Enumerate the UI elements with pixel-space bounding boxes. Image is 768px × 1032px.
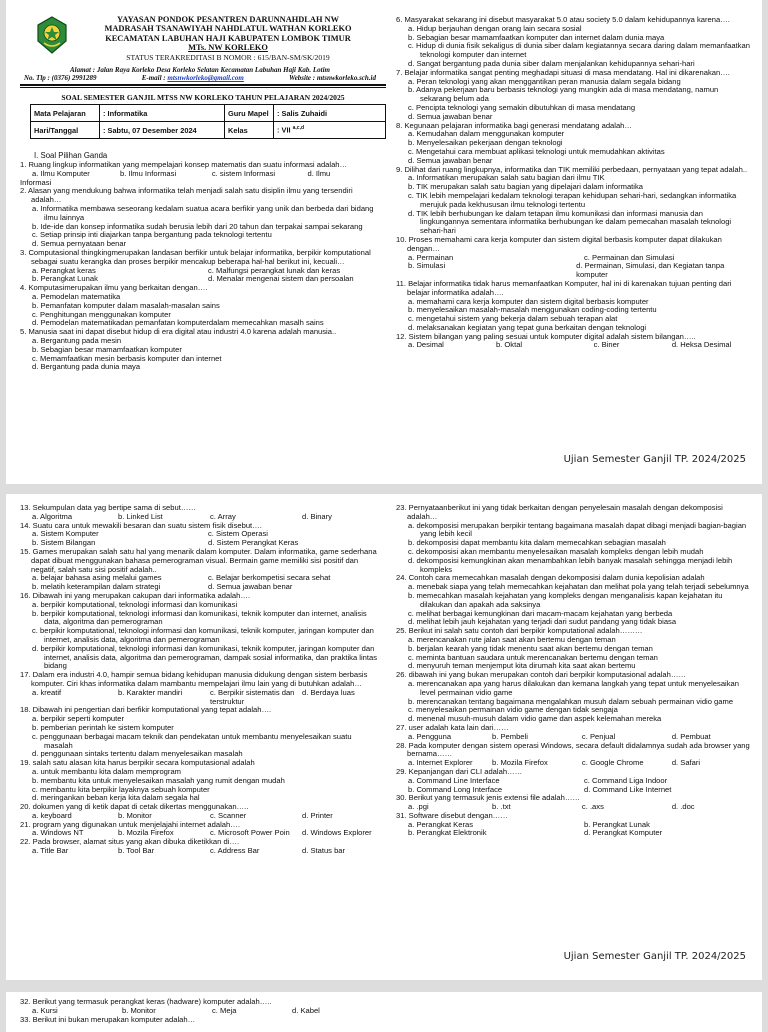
question-item — [20, 548, 382, 592]
answer-option: b. Perangkat Lunak — [584, 819, 650, 829]
answer-option: d. Permainan, Simulasi, dan Kegiatan tanpa komputer — [576, 261, 725, 280]
org-name-4: MTs. NW KORLEKO — [188, 43, 268, 53]
answer-option: d. melihat lebih jauh kejahatan yang terjadi dari sudut pandang yang tidak biasa — [408, 617, 677, 627]
answer-option: a. Ilmu Komputer — [32, 168, 90, 178]
class-label: Kelas — [225, 122, 274, 139]
answer-option: b. membantu kita untuk menyelesaikan masalah yang rumit dengan mudah — [32, 775, 285, 785]
answer-option: d. Status bar — [302, 846, 346, 856]
question-text: 31. Software disebut dengan…… — [396, 810, 508, 820]
answer-option: b. dekomposisi dapat membantu kita dalam memecahkan sebagian masalah — [408, 538, 666, 548]
answer-option: a. Command Line Interface — [408, 775, 500, 785]
class-value — [274, 122, 386, 139]
email-label: E-mail : — [141, 74, 166, 83]
question-text: 28. Pada komputer dengan sistem operasi Windows, secara default didalamnya sudah ada browser yang bernama…… — [396, 740, 750, 759]
page-footer: Ujian Semester Ganjil TP. 2024/2025 — [563, 951, 746, 962]
question-item — [396, 574, 750, 627]
answer-option: c. Google Chrome — [581, 758, 644, 768]
answer-option: Informasi — [20, 177, 52, 187]
answer-option: c. Hidup di dunia fisik sekaligus di dunia siber dalam kegiatannya secara daring dalam memanfaatkan teknologi komputer dan internet — [408, 41, 750, 60]
org-name-3: KECAMATAN LABUHAN HAJI KABUPATEN LOMBOK TIMUR — [105, 33, 351, 43]
answer-option: c. Penjual — [581, 731, 616, 741]
answer-option: b. melatih keterampilan dalam strategi — [32, 582, 161, 592]
answer-option: d. Ilmu — [307, 168, 331, 178]
answer-option: d. Pemodelan matematikadan pemanfatan komputerdalam memecahkan masalh sains — [32, 318, 324, 328]
answer-option: b. Tool Bar — [118, 846, 155, 856]
exam-info-table — [30, 104, 386, 139]
answer-option: a. untuk membantu kita dalam memprogram — [32, 766, 181, 776]
answer-option: c. Array — [210, 511, 236, 521]
question-text: 5. Manusia saat ini dapat disebut hidup di era digital atau industri 4.0 karena adalah manusia.. — [20, 327, 337, 337]
page-footer: Ujian Semester Ganjil TP. 2024/2025 — [563, 454, 746, 465]
subject-value: : Informatika — [100, 105, 225, 122]
question-item — [396, 236, 750, 280]
answer-option: c. melihat berbagai kemungkinan dari macam-macam kejahatan yang berbeda — [408, 608, 673, 618]
question-item — [396, 69, 750, 122]
answer-option: d. Menalar mengenai sistem dan persoalan — [208, 274, 354, 284]
answer-option: d. menenal musuh-musuh dalam vidio game dan aspek kelemahan mereka — [408, 714, 662, 724]
question-item — [20, 161, 384, 187]
question-text: 12. Sistem bilangan yang paling sesuai untuk komputer digital adalah sistem bilangan….. — [396, 331, 696, 341]
madrasah-logo-icon — [32, 15, 72, 55]
answer-option: d. .doc — [671, 802, 695, 812]
answer-option: d. Semua jawaban benar — [408, 155, 493, 165]
answer-option: b. Command Long Interface — [408, 784, 503, 794]
question-text: 25. Berikut ini salah satu contoh dari berpikir komputational adalah……… — [396, 626, 643, 636]
question-item — [20, 249, 384, 284]
header-rule-thick — [20, 84, 386, 86]
answer-options-row — [20, 170, 384, 179]
answer-option: a. dekomposisi merupakan berpikir tentang bagaimana masalah dapat dibagi menjadi bagian-bagian yang lebih kecil — [408, 520, 747, 539]
answer-option: b. Ide-ide dan konsep informatika sudah berusia lebih dari 20 tahun dan terpakai sampai sekarang — [32, 221, 363, 231]
question-item — [20, 522, 382, 548]
answer-option: a. keyboard — [32, 810, 72, 820]
answer-option: a. Pengguna — [408, 731, 452, 741]
answer-option: b. Sebagian besar mamamfaatkan komputer dan internet dalam dunia maya — [408, 32, 665, 42]
answer-option: a. merencanakan rute jalan saat akan bertemu dengan teman — [408, 634, 616, 644]
question-item — [396, 794, 750, 812]
answer-option: b. Linked List — [118, 511, 163, 521]
question-text: 13. Sekumpulan data yag bertipe sama di sebut…… — [20, 503, 197, 512]
question-text: 2. Alasan yang mendukung bahwa informatika telah menjadi salah satu disiplin ilmu yang tersendiri adalah… — [20, 186, 353, 205]
answer-option: c. Permainan dan Simulasi — [584, 252, 675, 262]
answer-option: d. Binary — [302, 511, 332, 521]
answer-option: a. Internet Explorer — [408, 758, 473, 768]
answer-option: a. Windows NT — [32, 828, 84, 838]
question-text: 30. Berikut yang termasuk jenis extensi file adalah…… — [396, 793, 581, 803]
question-item — [396, 627, 750, 671]
question-item — [396, 768, 750, 794]
questions-1-5 — [20, 161, 384, 372]
exam-page-1 — [6, 0, 762, 484]
answer-option: a. Permainan — [408, 252, 454, 262]
answer-option: a. Kemudahan dalam menggunakan komputer — [408, 129, 565, 139]
header-rule-thin — [20, 87, 386, 88]
question-item — [396, 333, 750, 351]
answer-options-row — [396, 341, 750, 350]
question-text: 20. dokumen yang di ketik dapat di cetak dikertas menggunakan….. — [20, 802, 249, 812]
answer-option: b. Adanya pekerjaan baru berbasis teknologi yang mungkin ada di masa mendatang, namun sekarang belum ada — [408, 85, 719, 104]
question-item — [396, 280, 750, 333]
questions-32-33 — [20, 998, 382, 1024]
answer-option: d. Safari — [671, 758, 701, 768]
question-item — [20, 504, 382, 522]
answer-option: c. TIK lebih mempelajari kedalam teknologi terapan kehidupan sehari-hari, sedangkan informatika merujuk pada kekhususan ilmu teknologi tertentu — [408, 190, 737, 209]
answer-option: a. Kursi — [32, 1005, 58, 1015]
answer-option: d. Semua jawaban benar — [408, 111, 493, 121]
answer-option: d. Perangkat Komputer — [584, 828, 663, 838]
website: Website : mtsnwkorleko.sch.id — [289, 74, 376, 83]
question-item — [20, 838, 382, 856]
answer-option: b. Mozila Firefox — [118, 828, 174, 838]
answer-option: a. kreatif — [32, 687, 62, 697]
answer-option: c. Penghitungan menggunakan komputer — [32, 309, 171, 319]
question-text: 22. Pada browser, alamat situs yang akan dibuka diketikkan di…. — [20, 837, 240, 847]
answer-options-row — [396, 829, 750, 838]
org-name-2: MADRASAH TSANAWIYAH NAHDLATUL WATHAN KORLEKO — [104, 24, 352, 34]
subject-label: Mata Pelajaran — [31, 105, 100, 122]
answer-option: d. Sangat bergantung pada dunia siber dalam menjalankan kehidupannya sehari-hari — [408, 58, 695, 68]
answer-option: a. Perangkat Keras — [408, 819, 474, 829]
answer-option: b. Menyelesaikan pekerjaan dengan teknologi — [408, 138, 563, 148]
answer-option: a. Perangkat keras — [32, 265, 96, 275]
question-item — [20, 187, 384, 249]
answer-option: c. membantu kita berpikir layaknya sebuah komputer — [32, 784, 210, 794]
answer-option: c. Memamfaatkan mesin berbasis komputer dan internet — [32, 353, 222, 363]
question-text: 6. Masyarakat sekarang ini disebut masyarakat 5.0 atau society 5.0 dalam kehidupannya karena…. — [396, 15, 730, 24]
question-text: 15. Games merupakan salah satu hal yang menarik dalam komputer. Dalam informatika, game sederhana dapat dibuat menggunakan bahasa pemerograman visual. Bermain game memiliki sisi positif dan negatif, salah satu sisi positif adalah.. — [20, 546, 377, 574]
answer-option: b. berpikir komputational, teknologi informasi dan komunikasi, teknik komputer dan internet, analisis data, algoritma dan pemerograman — [32, 608, 367, 627]
answer-option: d. Printer — [302, 810, 333, 820]
question-item — [20, 759, 382, 803]
question-text: 29. Kepanjangan dari CLI adalah…… — [396, 766, 523, 776]
question-text: 4. Komputasimerupakan ilmu yang berkaitan dengan…. — [20, 283, 208, 293]
answer-option: d. dekomposisi kemungkinan akan menambahkan lebih banyak masalah sehingga menjadi lebih kompleks — [408, 555, 733, 574]
date-label: Hari/Tanggal — [31, 122, 100, 139]
answer-option: d. Windows Explorer — [302, 828, 372, 838]
question-item — [396, 122, 750, 166]
answer-option: b. berjalan kearah yang tidak menentu saat akan bertemu dengan teman — [408, 643, 653, 653]
question-item — [396, 166, 750, 236]
answer-option: b. merencanakan tentang bagaimana mengalahkan musuh dalam sebuah permainan vidio game — [408, 696, 734, 706]
answer-option: d. Pembuat — [671, 731, 711, 741]
answer-option: c. Malfungsi perangkat lunak dan keras — [208, 265, 341, 275]
answer-option: b. Sebagian besar mamamfaatkan komputer — [32, 344, 182, 354]
answer-option: d. penggunaan sintaks tertentu dalam menyelesaikan masalah — [32, 749, 243, 759]
exam-title: SOAL SEMESTER GANJIL MTSS NW KORLEKO TAHUN PELAJARAN 2024/2025 — [61, 93, 345, 102]
answer-option: c. Berpikir sistematis dan terstruktur — [210, 687, 295, 706]
answer-option: b. memecahkan masalah kejahatan yang kompleks dengan menganalisis kapan kejahatan itu dilakukan dan apakah ada saksinya — [408, 590, 723, 609]
answer-option: b. Oktal — [495, 340, 523, 350]
answer-option: b. Mozila Firefox — [492, 758, 548, 768]
question-item — [396, 16, 750, 69]
teacher-label: Guru Mapel — [225, 105, 274, 122]
answer-option: b. Pembeli — [492, 731, 528, 741]
answer-option: c. penggunaan berbagai macam teknik dan pendekatan untuk membantu menyelesaikan suatu masalah — [32, 731, 352, 750]
answer-option: c. Biner — [593, 340, 620, 350]
answer-option: d. Heksa Desimal — [671, 340, 732, 350]
question-text: 32. Berikut yang termasuk perangkat keras (hadware) komputer adalah….. — [20, 997, 272, 1006]
question-item — [20, 671, 382, 706]
answer-option: b. .txt — [492, 802, 511, 812]
answer-option: a. Pemodelan matematika — [32, 291, 121, 301]
question-text: 7. Belajar informatika sangat penting meghadapi situasi di masa mendatang. Hal ini dikarenakan…. — [396, 67, 730, 77]
class-sections: a,c,d — [292, 125, 305, 132]
answer-option: a. Title Bar — [32, 846, 69, 856]
answer-options-row — [396, 262, 750, 280]
question-item — [20, 803, 382, 821]
question-text: 8. Kegunaan pelajaran informatika bagi generasi mendatang adalah… — [396, 120, 632, 130]
answer-option: a. Informatika membawa seseorang kedalam suatua acara berfikir yang unik dan berbeda dari bidang ilmu lainnya — [32, 203, 374, 222]
answer-option: c. dekomposisi akan membantu menyelesaikan masalah kompleks dengan lebih mudah — [408, 546, 704, 556]
answer-option: a. Sistem Komputer — [32, 529, 99, 539]
answer-option: b. Karakter mandiri — [118, 687, 183, 697]
answer-option: c. mengetahui sistem yang bekerja dalam sebuah terapan alat — [408, 314, 618, 324]
question-item — [396, 724, 750, 742]
question-item — [396, 812, 750, 838]
question-item — [20, 706, 382, 759]
answer-option: c. Mengetahui cara membuat aplikasi teknologi untuk memudahkan aktivitas — [408, 146, 665, 156]
question-item — [20, 284, 384, 328]
exam-page-3 — [6, 992, 762, 1032]
question-text: 17. Dalam era industri 4.0, hampir semua bidang kehidupan manusia didukung dengan sistem berbasis komputer. Ciri khas informatika dalam mambantu mempelajari ilmu lain yang di butuhkan adalah… — [20, 670, 368, 688]
answer-option: a. Informatikan merupakan salah satu bagian dari ilmu TIK — [408, 173, 605, 183]
answer-option: c. Sistem Operasi — [208, 529, 268, 539]
answer-option: d. Bergantung pada dunia maya — [32, 362, 141, 372]
answer-options-row — [20, 847, 382, 856]
class-text: : VII — [277, 125, 291, 135]
question-text: 27. user adalah kata lain dari…… — [396, 722, 509, 732]
answer-option: d. Sistem Perangkat Keras — [208, 538, 299, 548]
question-item — [20, 998, 382, 1016]
answer-option: a. Peran teknologi yang akan menggantikan peran manusia dalam segala bidang — [408, 76, 681, 86]
question-item — [20, 328, 384, 372]
answer-option: a. Algoritma — [32, 511, 73, 521]
question-text: 18. Dibawah ini pengertian dari berfikir komputational yang tepat adalah…. — [20, 705, 272, 715]
question-text: 11. Belajar informatika tidak harus memanfaatkan Komputer, hal ini di karenakan tujuan penting dari belajar informatika adalah…. — [396, 278, 732, 297]
answer-option: c. Pencipta teknologi yang semakin dibutuhkan di masa mendatang — [408, 102, 636, 112]
answer-option: a. Bergantung pada mesin — [32, 335, 122, 345]
question-text: 1. Ruang lingkup informatikan yang mempelajari konsep matematis dan suatu informasi adalah… — [20, 160, 348, 169]
question-text: 26. dibawah ini yang bukan merupakan contoh dari berpikir komputasional adalah…… — [396, 670, 687, 680]
answer-option: b. Pemanfatan komputer dalam masalah-masalan sains — [32, 300, 220, 310]
answer-option: a. menebak siapa yang telah memecahkan kejahatan dan melihat pola yang telah terjadi sebelumnya — [408, 582, 749, 592]
question-text: 19. salah satu alasan kita harus berpikir secara komputasional adalah — [20, 758, 255, 768]
answer-option: d. Kabel — [292, 1005, 320, 1015]
exam-page-2 — [6, 494, 762, 980]
school-address — [20, 66, 380, 83]
questions-23-31 — [396, 504, 750, 838]
answer-option: a. berpikir seperti komputer — [32, 714, 125, 724]
answer-option: a. Desimal — [408, 340, 444, 350]
answer-option: b. Sistem Bilangan — [32, 538, 96, 548]
date-value: : Sabtu, 07 Desember 2024 — [100, 122, 225, 139]
address-line: Alamat : Jalan Raya Korleko Desa Korleko Selatan Kecamatan Labuhan Haji Kab. Lotim — [70, 66, 330, 74]
answer-option: c. berpikir komputational, teknologi informasi dan komunikasi, teknik komputer, jaringan komputer dan internet, analisis data, algoritma dan pemerograman — [32, 626, 374, 644]
question-item — [396, 504, 750, 574]
answer-option: a. merencanakan apa yang harus dilakukan dan kemana langkah yang tepat untuk menyelesaikan level permainan vidio game — [408, 678, 739, 697]
accreditation-status: STATUS TERAKREDITASI B NOMOR : 615/BAN-SM/SK/2019 — [126, 52, 330, 62]
question-text: 24. Contoh cara memecahkan masalah dengan dekomposisi dalam dunia kepolisian adalah — [396, 573, 705, 583]
answer-option: c. Command Liga Indoor — [584, 775, 668, 785]
answer-option: d. berpikir komputational, teknologi informasi dan komunikasi, teknik komputer, jaringan komputer dan internet, analisis data, algoritma dan pemerograman, dampak sosial informatika, dan praktika lintas bidang — [32, 643, 378, 671]
answer-option: b. Perangkat Elektronik — [408, 828, 487, 838]
answer-option: c. Meja — [212, 1005, 237, 1015]
answer-option: c. meminta bantuan saudara untuk merencanakan bertemu dengan teman — [408, 652, 658, 662]
answer-option: b. Monitor — [118, 810, 152, 820]
answer-option: d. melaksanakan kegiatan yang tepat guna berkaitan dengan teknologi — [408, 322, 647, 332]
answer-option: b. Ilmu Informasi — [120, 168, 177, 178]
questions-13-22 — [20, 504, 382, 856]
answer-option: c. Setiap prinsip inti diajarkan tanpa bergantung pada teknologi tertentu — [32, 230, 272, 240]
answer-option: c. sistem Informasi — [211, 168, 276, 178]
answer-option: b. pemberian perintah ke sistem komputer — [32, 722, 174, 732]
answer-option: c. Microsoft Power Poin — [210, 828, 290, 838]
question-item — [20, 1016, 382, 1025]
answer-option: d. menyuruh teman menjemput kita dirumah kita saat akan bertemu — [408, 661, 636, 671]
teacher-value: : Salis Zuhaidi — [274, 105, 386, 122]
answer-option: b. Simulasi — [408, 261, 446, 271]
phone-number: No. Tlp : (0376) 2991289 — [24, 74, 97, 83]
question-text: 9. Dilihat dari ruang lingkupnya, informatika dan TIK memiliki perbedaan, pernyataan yang tepat adalah.. — [396, 164, 748, 174]
answer-option: d. TIK lebih berhubungan ke dalam tetapan ilmu komunikasi dan informasi manusia dan lingkungannya sementara informatika berhubungan ke dalam pemecahan masalah teknologi sehari-hari — [408, 208, 732, 236]
answer-option: b. Monitor — [122, 1005, 156, 1015]
question-text: 21. program yang digunakan untuk menjelajahi internet adalah…. — [20, 819, 240, 829]
answer-options-row — [20, 689, 382, 707]
question-item — [396, 671, 750, 724]
email-link[interactable]: mtsnwkorleko@gmail.com — [167, 74, 244, 83]
answer-option: c. .axs — [581, 802, 604, 812]
question-text: 33. Berikut ini bukan merupakan komputer adalah… — [20, 1014, 196, 1024]
answer-option: a. belajar bahasa asing melalui games — [32, 573, 162, 583]
questions-6-12 — [396, 16, 750, 350]
answer-option: b. TIK merupakan salah satu bagian yang dipelajari dalam informatika — [408, 182, 643, 192]
answer-option: c. Scanner — [210, 810, 247, 820]
answer-option: d. Semua jawaban benar — [208, 582, 293, 592]
question-item — [20, 592, 382, 671]
answer-option: d. Berdaya luas — [302, 687, 355, 697]
question-text: 14. Suatu cara untuk mewakili besaran dan suatu sistem fisik disebut…. — [20, 520, 262, 530]
answer-option: a. memahami cara kerja komputer dan sistem digital berbasis komputer — [408, 296, 649, 306]
question-item — [20, 821, 382, 839]
question-text: 3. Computasional thingkingmerupakan landasan berfikir untuk belajar informatika, berpikir komputational sebagai suatu kerangka dan proses berpikir mencakup beberapa hal-hal berikut ini, kecuali… — [20, 247, 371, 266]
question-text: 16. Dibawah ini yang merupakan cakupan dari informatika adalah…. — [20, 590, 251, 600]
answer-option: c. Belajar berkompetisi secara sehat — [208, 573, 331, 583]
question-text: 23. Pernyataanberikut ini yang tidak berkaitan dengan penyelesain masalah dengan dekomposisi adalah… — [396, 503, 723, 521]
section-title: I. Soal Pilihan Ganda — [34, 151, 108, 160]
answer-option: a. .pgi — [408, 802, 429, 812]
answer-option: b. menyelesaikan masalah-masalah menggunakan coding-coding tertentu — [408, 305, 657, 315]
answer-option: d. meringankan beban kerja kita dalam segala hal — [32, 793, 200, 803]
answer-option: c. menyelesaikan permainan vidio game dengan tidak sengaja — [408, 705, 618, 715]
answer-option: d. Command Like Internet — [584, 784, 672, 794]
answer-option: d. Semua pernyataan benar — [32, 239, 127, 249]
org-name-1: YAYASAN PONDOK PESANTREN DARUNNAHDLAH NW — [117, 15, 339, 24]
question-item — [396, 742, 750, 768]
answer-option: b. Perangkat Lunak — [32, 274, 98, 284]
answer-option: c. Address Bar — [210, 846, 260, 856]
answer-option: a. Hidup berjauhan dengan orang lain secara sosial — [408, 23, 582, 33]
answer-option: a. berpikir komputational, teknologi informasi dan komunikasi — [32, 599, 238, 609]
question-text: 10. Proses memahami cara kerja komputer dan sistem digital berbasis komputer dapat dilakukan dengan… — [396, 234, 722, 253]
